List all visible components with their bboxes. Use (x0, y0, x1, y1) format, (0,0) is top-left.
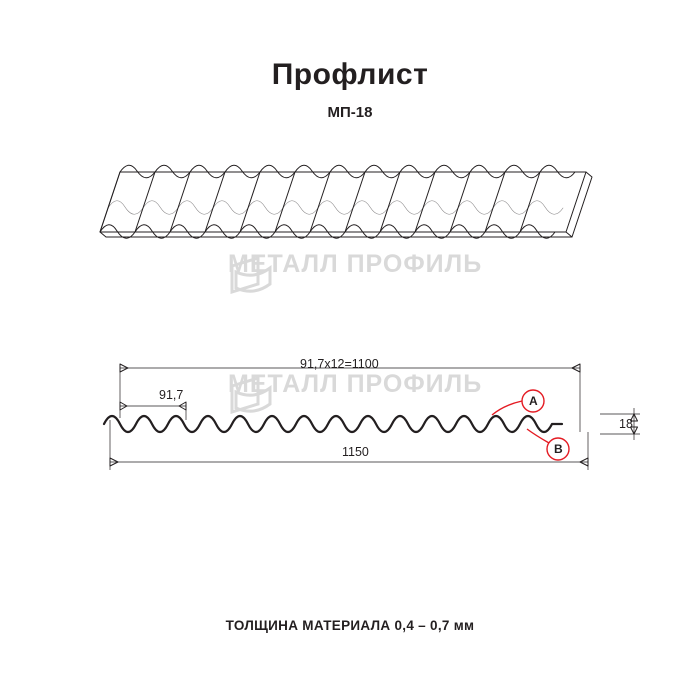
product-code: МП-18 (327, 104, 373, 121)
watermark-logo-bottom (232, 378, 270, 412)
material-thickness-note: ТОЛЩИНА МАТЕРИАЛА 0,4 – 0,7 мм (225, 618, 475, 633)
callout-label-a: A (529, 394, 538, 408)
page-title: Профлист (271, 58, 429, 91)
watermark-text-bottom: МЕТАЛЛ ПРОФИЛЬ (228, 370, 483, 398)
dimension-pitch (120, 402, 186, 420)
dimension-working-span (120, 364, 580, 432)
watermark-text-top: МЕТАЛЛ ПРОФИЛЬ (228, 250, 483, 278)
isometric-sheet (100, 165, 592, 238)
callout-label-b: B (554, 442, 563, 456)
dimension-label-pitch: 91,7 (159, 388, 184, 402)
profile-section (104, 416, 562, 432)
dimension-label-overall: 1150 (342, 445, 369, 459)
dimension-label-working-span: 91,7х12=1100 (300, 357, 379, 371)
watermark-logo-top (232, 258, 270, 292)
dimension-label-height: 18 (619, 417, 633, 431)
